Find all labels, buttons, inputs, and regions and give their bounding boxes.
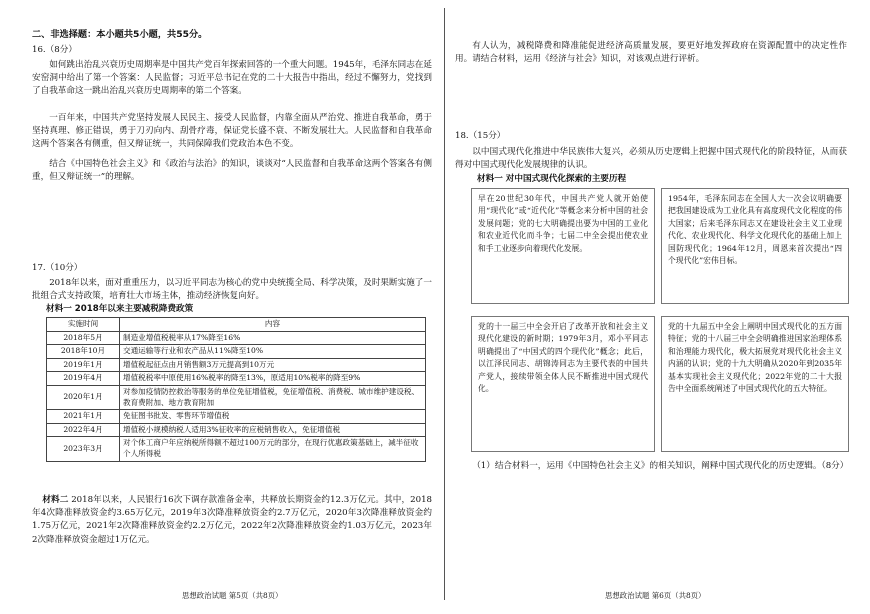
column-divider (444, 8, 445, 600)
table-row (47, 345, 426, 359)
table-header-row (47, 318, 426, 332)
q18-number: 18.（15分） (455, 131, 506, 141)
table-header-content: 内容 (120, 318, 426, 332)
q18-sub-question-1: （1）结合材料一，运用《中国特色社会主义》的相关知识，阐释中国式现代化的历史逻辑。（8分） (472, 461, 849, 471)
table-row (47, 385, 426, 409)
table-header-time: 实施时间 (47, 318, 120, 332)
q18-material1-title: 材料一 对中国式现代化探索的主要历程 (477, 174, 627, 184)
table-cell-time: 2023年3月 (47, 437, 120, 461)
table-cell-time: 2019年1月 (47, 358, 120, 372)
table-cell-content: 对个体工商户年应纳税所得额不超过100万元的部分，在现行优惠政策基础上，减半征收个人所得税 (120, 437, 426, 461)
history-box-3: 党的十一届三中全会开启了改革开放和社会主义现代化建设的新时期；1979年3月，邓小平同志明确提出了“中国式的四个现代化”概念；此后，以江泽民同志、胡锦涛同志为主要代表的中国共产党人，接续带领全体人民不断推进中国式现代化。 (471, 316, 655, 452)
table-row (47, 358, 426, 372)
q16-para-2: 一百年来，中国共产党坚持发展人民民主、接受人民监督，内靠全面从严治党、推进自我革命，勇于坚持真理、修正错误，勇于刀刃向内、刮骨疗毒，保证党长盛不衰、不断发展壮大。人民监督和自我革命这两个答案各有侧重，但又辩证统一，共同保障我们党政治本色不变。 (32, 113, 432, 150)
table-cell-content: 增值税税率中原使用16%税率的降至13%，原适用10%税率的降至9% (120, 372, 426, 386)
table-cell-time: 2018年10月 (47, 345, 120, 359)
table-cell-content: 交通运输等行业和农产品从11%降至10% (120, 345, 426, 359)
table-row (47, 423, 426, 437)
q17-intro: 2018年以来，面对重重压力，以习近平同志为核心的党中央统揽全局、科学决策，及时果断实施了一批组合式支持政策，培育壮大市场主体，推动经济恢复向好。 (32, 278, 432, 302)
table-cell-content: 对参加疫情防控救治等服务的单位免征增值税，免征增值税、消费税、城市维护建设税、教育费附加、地方教育附加 (120, 385, 426, 409)
right-page (455, 0, 847, 614)
q17-number: 17.（10分） (32, 263, 83, 273)
table-cell-time: 2021年1月 (47, 410, 120, 424)
table-cell-time: 2019年4月 (47, 372, 120, 386)
q18-intro: 以中国式现代化推进中华民族伟大复兴，必须从历史逻辑上把握中国式现代化的阶段特征，从而获得对中国式现代化发展规律的认识。 (455, 147, 847, 171)
table-row (47, 372, 426, 386)
left-page (32, 0, 432, 614)
table-row (47, 437, 426, 461)
history-box-2: 1954年，毛泽东同志在全国人大一次会议明确要把我国建设成为工业化具有高度现代文化程度的伟大国家；后来毛泽东同志又在建设社会主义工业现代化、农业现代化、科学文化现代化的基础上加上国防现代化；1964年12月，周恩来首次提出“四个现代化”宏伟目标。 (661, 188, 849, 304)
material2-text: 2018年以来，人民银行16次下调存款准备金率，共释放长期资金约12.3万亿元。其中，2018年4次降准释放资金约3.65万亿元，2019年3次降准释放资金约2.7万亿元，2020年3次降准释放资金约1.75万亿元，2021年2次降准释放资金约2.2万亿元，2022年2次降准释放资金约1.03万亿元，2023年2次降准释放资金超过1万亿元。 (32, 495, 432, 545)
table-row (47, 331, 426, 345)
material2 (32, 494, 432, 547)
page-footer-right: 思想政治试题 第6页（共8页） (605, 591, 706, 600)
history-box-1: 早在20世纪30年代，中国共产党人就开始使用“现代化”或“近代化”等概念来分析中国的社会发展问题；党的七大明确提出要为中国的工业化和农业近代化而斗争；七届二中全会提出使农业和手工业逐步向着现代化发展。 (471, 188, 655, 304)
table-row (47, 410, 426, 424)
page-footer-left: 思想政治试题 第5页（共8页） (182, 591, 283, 600)
history-box-4: 党的十九届五中全会上阐明中国式现代化的五方面特征；党的十八届三中全会明确推进国家治理体系和治理能力现代化，极大拓展党对现代化社会主义内涵的认识；党的十九大明确从2020年到2035年基本实现社会主义现代化；2022年党的二十大报告中全面系统阐述了中国式现代化的五大特征。 (661, 316, 849, 452)
material2-label: 材料二 (42, 495, 69, 505)
table-cell-content: 免征图书批发、零售环节增值税 (120, 410, 426, 424)
q17-question: 有人认为，减税降费和降准能促进经济高质量发展，要更好地发挥政府在资源配置中的决定性作用。请结合材料，运用《经济与社会》知识，对该观点进行评析。 (455, 41, 847, 65)
table-cell-time: 2022年4月 (47, 423, 120, 437)
q16-para-1: 如何跳出治乱兴衰历史周期率是中国共产党百年探索回答的一个重大问题。1945年，毛泽东同志在延安窑洞中给出了第一个答案：人民监督；习近平总书记在党的二十大报告中指出，经过不懈努力，党找到了自我革命这一跳出治乱兴衰历史周期率的第二个答案。 (32, 60, 432, 97)
table-cell-time: 2018年5月 (47, 331, 120, 345)
table-cell-time: 2020年1月 (47, 385, 120, 409)
q16-number: 16.（8分） (32, 45, 77, 55)
section-title: 二、非选择题：本小题共5小题，共55分。 (32, 29, 208, 40)
table-cell-content: 增值税小规模纳税人适用3%征收率的应税销售收入，免征增值税 (120, 423, 426, 437)
q16-question: 结合《中国特色社会主义》和《政治与法治》的知识，谈谈对“人民监督和自我革命这两个答案各有侧重，但又辩证统一”的理解。 (32, 159, 432, 183)
table-cell-content: 增值税起征点由月销售额3万元提高到10万元 (120, 358, 426, 372)
table-cell-content: 制造业增值税税率从17%降至16% (120, 331, 426, 345)
material1-title: 材料一 2018年以来主要减税降费政策 (46, 304, 194, 314)
policy-table (46, 317, 426, 462)
